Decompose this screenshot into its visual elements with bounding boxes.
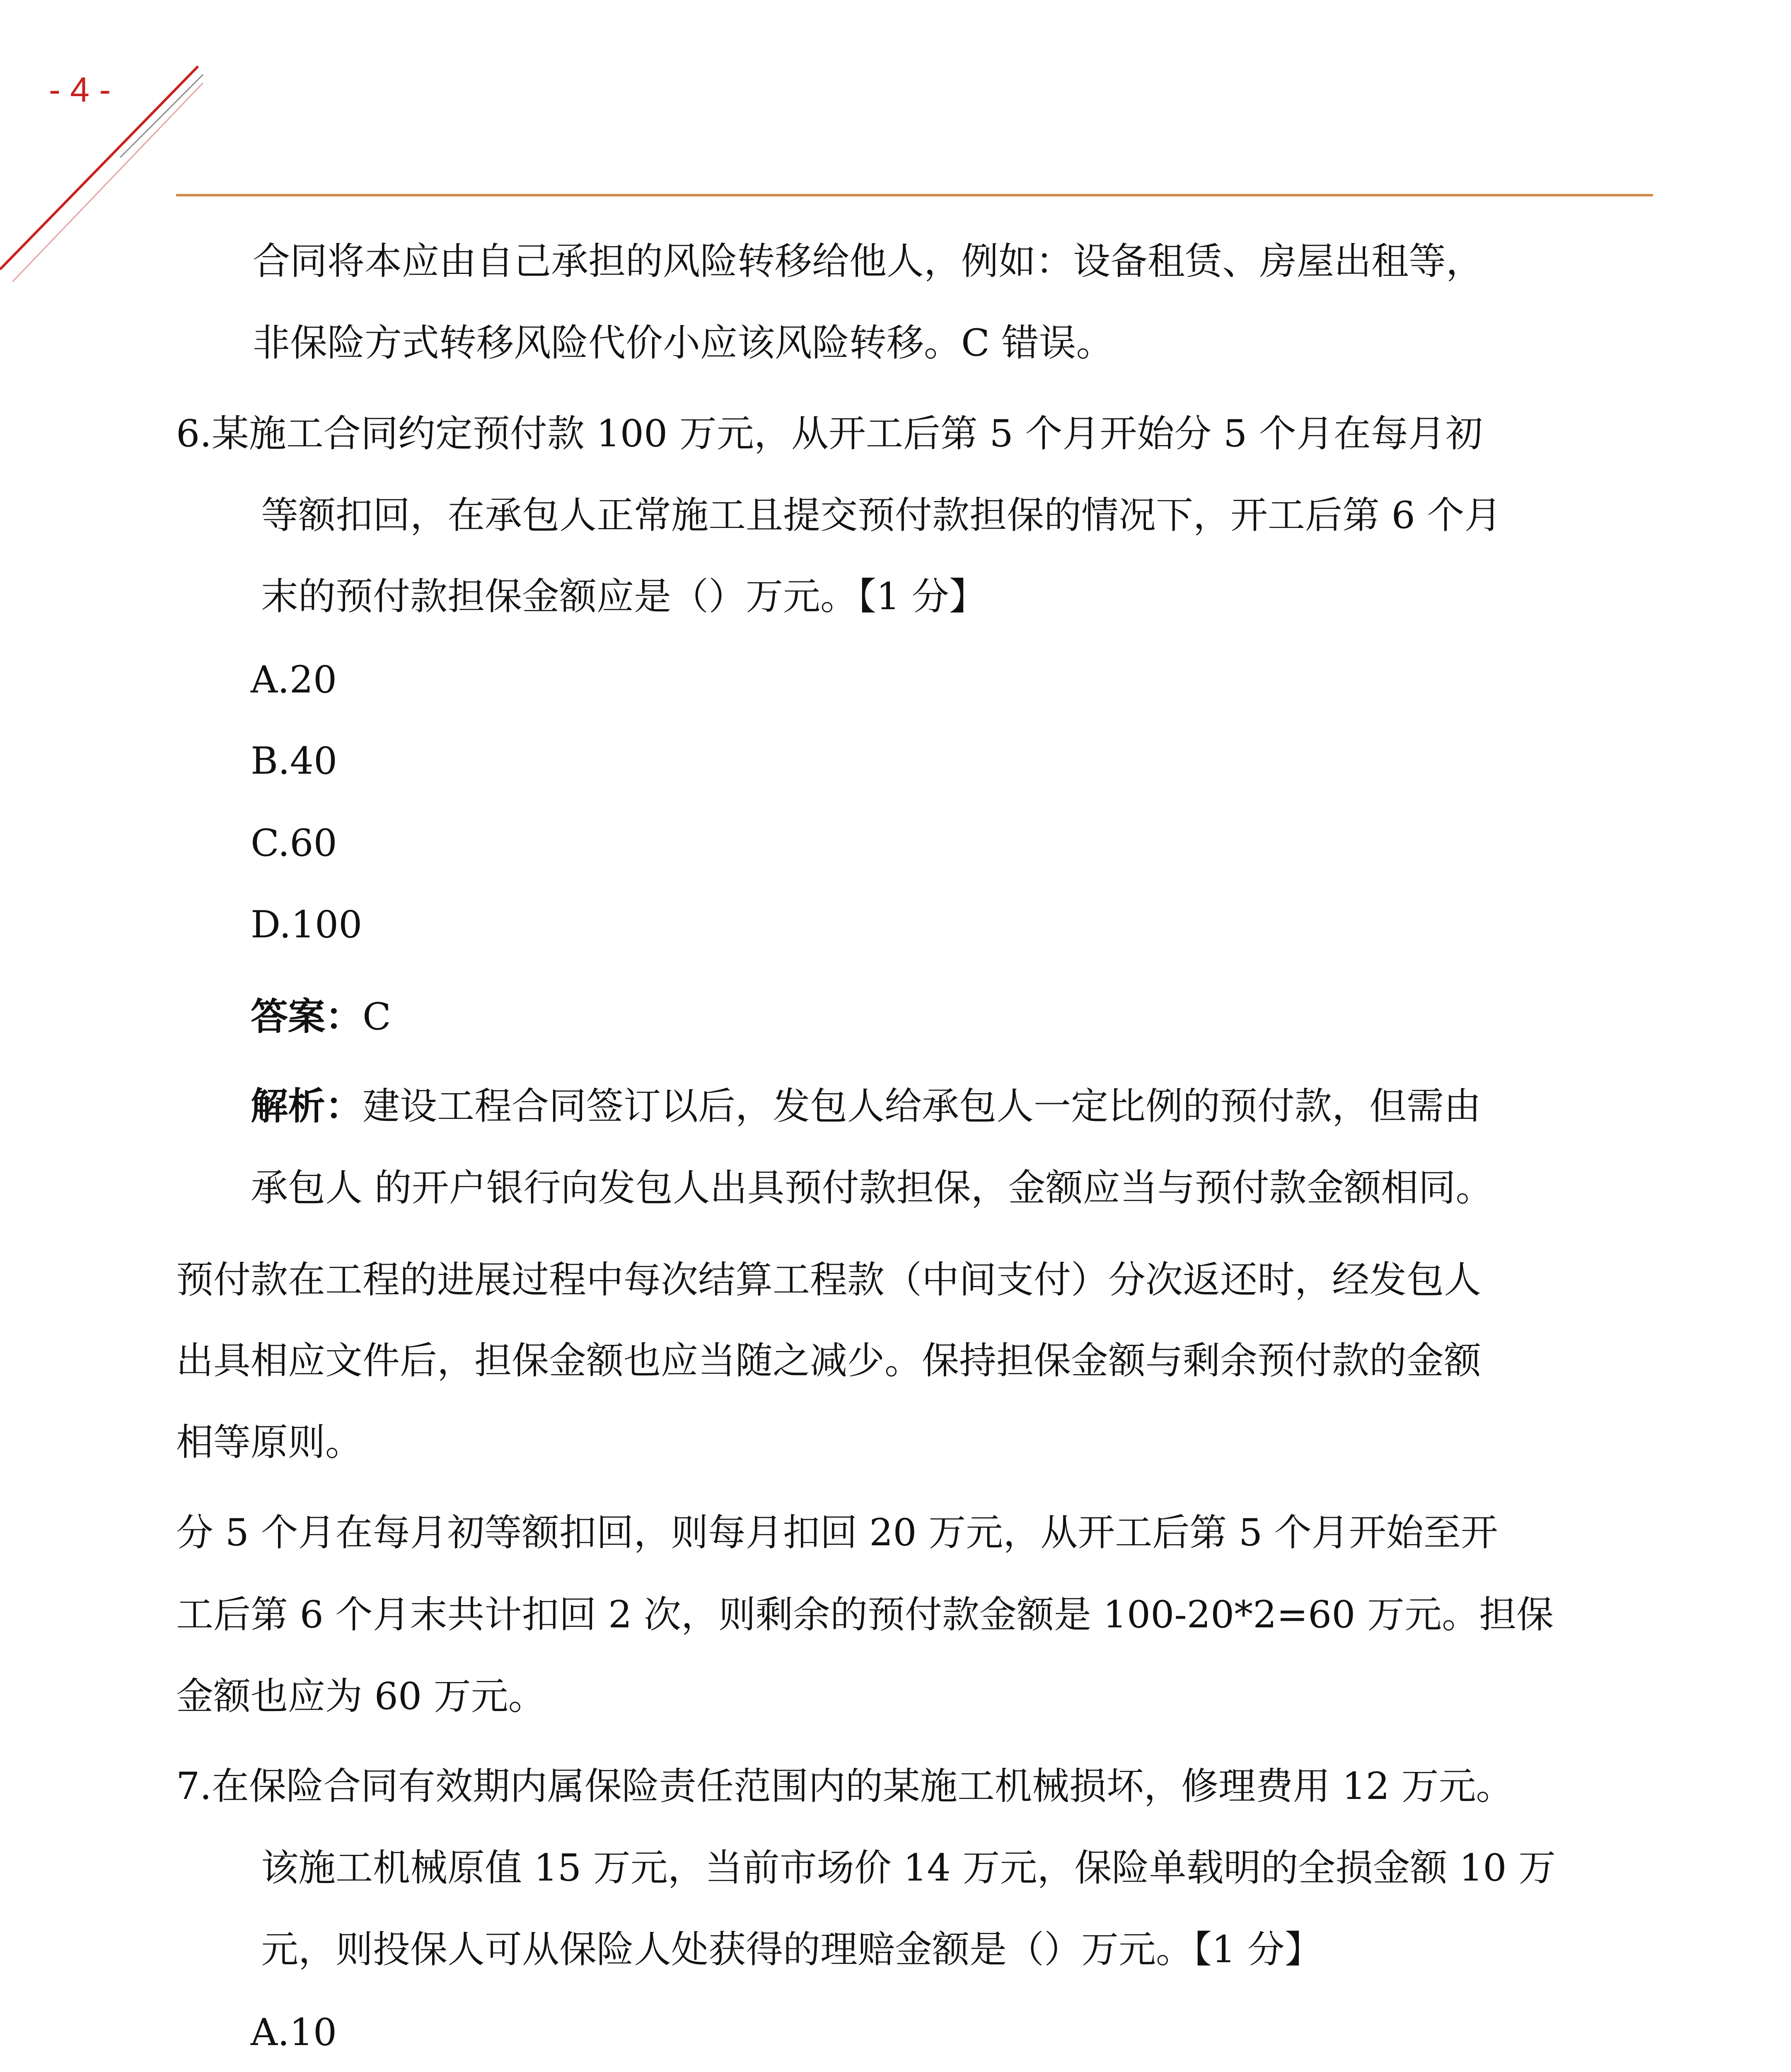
- question-6-line: 等额扣回，在承包人正常施工且提交预付款担保的情况下，开工后第 6 个月: [261, 494, 1502, 537]
- question-7-line: 元，则投保人可从保险人处获得的理赔金额是（）万元。【1 分】: [261, 1928, 1322, 1971]
- question-6-line: 6.某施工合同约定预付款 100 万元，从开工后第 5 个月开始分 5 个月在每月初: [176, 412, 1483, 455]
- analysis-line: 出具相应文件后，担保金额也应当随之减少。保持担保金额与剩余预付款的金额: [176, 1339, 1481, 1382]
- analysis-line: 承包人 的开户银行向发包人出具预付款担保，金额应当与预付款金额相同。: [251, 1166, 1493, 1210]
- text-line: 非保险方式转移风险代价小应该风险转移。C 错误。: [253, 321, 1114, 365]
- option-a: A.20: [251, 658, 337, 702]
- option-d: D.100: [251, 903, 363, 946]
- analysis-line: 预付款在工程的进展过程中每次结算工程款（中间支付）分次返还时，经发包人: [176, 1258, 1481, 1302]
- answer-value: C: [363, 995, 391, 1038]
- answer-line: [251, 995, 391, 1038]
- text-line: 合同将本应由自己承担的风险转移给他人，例如：设备租赁、房屋出租等，: [253, 240, 1483, 283]
- option-a: A.10: [251, 2011, 337, 2054]
- question-7-line: 该施工机械原值 15 万元，当前市场价 14 万元，保险单载明的全损金额 10 万: [261, 1846, 1556, 1890]
- analysis-line: [251, 1084, 1481, 1128]
- question-6-line: 末的预付款担保金额应是（）万元。【1 分】: [261, 575, 986, 618]
- option-b: B.40: [251, 739, 338, 783]
- corner-decoration: [0, 0, 215, 282]
- page-number-corner: - 4 -: [49, 70, 111, 109]
- analysis-line: 工后第 6 个月末共计扣回 2 次，则剩余的预付款金额是 100-20*2=60 万元。担保: [176, 1593, 1554, 1636]
- answer-label: 答案：: [251, 995, 363, 1038]
- analysis-label: 解析：: [251, 1084, 363, 1128]
- header-rule: [176, 194, 1653, 196]
- analysis-line: 分 5 个月在每月初等额扣回，则每月扣回 20 万元，从开工后第 5 个月开始至开: [176, 1511, 1498, 1554]
- analysis-text: 建设工程合同签订以后，发包人给承包人一定比例的预付款，但需由: [363, 1084, 1481, 1128]
- question-7-line: 7.在保险合同有效期内属保险责任范围内的某施工机械损坏，修理费用 12 万元。: [176, 1765, 1513, 1808]
- analysis-line: 相等原则。: [176, 1421, 363, 1464]
- analysis-line: 金额也应为 60 万元。: [176, 1675, 546, 1718]
- option-c: C.60: [251, 821, 337, 865]
